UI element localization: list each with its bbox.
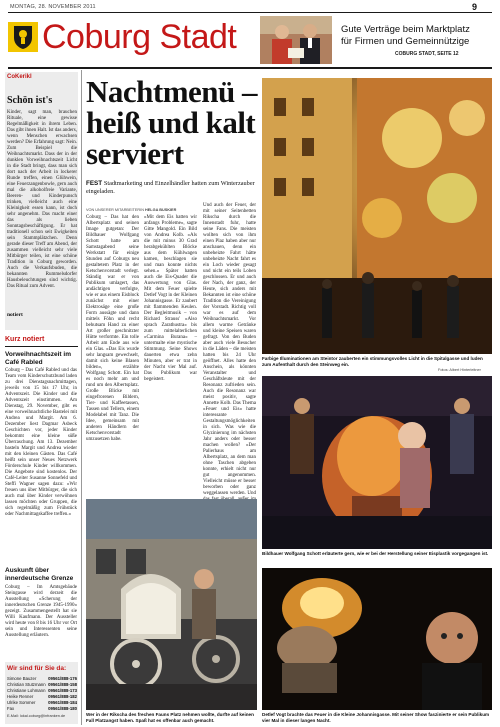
article-subhead [86, 180, 258, 196]
sidebar-divider [81, 70, 82, 725]
caption-photo4: Detlef Vogt brachte das Feuer in die Kleine Johannisgasse. Mit seiner Show faszinierte er sein Publikum vier Mal in dieser langen Nacht. [262, 712, 490, 723]
caption-photo3: Wer in der Rikscha des frechen Fauns Platz nehmen wollte, durfte auf keinen Fall Platzangst haben. Spaß hat es offenbar auch gemacht. [86, 712, 254, 723]
kolumne-label: CoKerikl [7, 74, 32, 80]
byline-label: VON UNSERER MITARBEITERIN [86, 208, 144, 212]
photo1-credit: Fotos: Albert Hinterleitner [438, 368, 481, 372]
article-headline: Nachtmenü – heiß und kalt serviert [86, 74, 258, 171]
article-col-1: Coburg – Das hat den Albertsplatz und seinen Image gutgetan: Der Bildhauer Wolfgang Schott hatte am Samstagabend seine Werkstatt für einige Stunden auf Coburgs neu gestaltetem Platz in der Ketschenvorstadt verlegt. Ständig war er von Publikum umlagert, das andächtigen verfolgte, wie er aus einem Eisblock zunächst mit einer Elektrosäge eine große Form aussägte und dann mittels Föhn und recht behutsam Hand zu einer Art großer geschnitzter Hütte verformte. Ein tolle Arbeit am Ende aus wie ein Glas. »Das Eis wurde sehr langsam gewechselt, damit sich keine Blasen bilden«, erzählte Wolfgang Schott. Ein hat es noch mehr am und rund um den Albertsplatz. Große Blicke mit eingefrorenen Bildern, Tier- und Kaffeetassen, Tassen und Tellern, einem Modelabel mit Tanz. Die Idee, gemeinsam mit anderen Händlern der Ketschenvorstadt umzusetzen habe. [86, 215, 139, 442]
contact-row: Simone Bauzer 09561/888-176 [7, 676, 77, 681]
contact-row: Christiane Lohmann 09561/888-173 [7, 688, 77, 693]
kurz-notiert-label: Kurz notiert [5, 336, 45, 343]
teaser-photo [260, 16, 332, 64]
coburg-crest-icon [8, 22, 38, 52]
photo-illumination [262, 78, 492, 354]
issue-date: MONTAG, 28. NOVEMBER 2011 [10, 4, 96, 10]
item1-title: Vorweihnachtszeit im Café Rabled [5, 351, 71, 366]
article-col-3: Und auch der Feuer, der mit seiner Seitenbetten Rikscha durch die Innenstadt fuhr, hatte seine Fans. Die meisten wollten sich von ihm einen Plaz haben aber nur anschauen, denn ein unbeheizte Fahrt hätte unbeheizte Nacht fahrt es ein Loch wieder gesagt und nicht ein teils Loben geschlossen. Er und auch der Nach, der ganz, der Heute, sich anders mit Bekannten ist eine schöne Tradition die Vereinigung der Vorstadt. Richtig voll war es auf dem Weihnachtsmarkt. Vor allem warme Getränke und kleine Speisen waren gefragt. Von den Buden aber auch viele Besucher in die Läden – die meisten hatten bis 24 Uhr geöffnet. Alles hatte den Anschein, als könnten Veranstalter und Geschäftsleute mit der Resonanz zufrieden sein. Auch die Resonanz war meist positiv, sagte Annette Kolb. Das Thema »Feuer und Eis« hatte interessante Gestaltungsmöglichkeiten in sich. Was wie die Glyzinierung im nächsten Jahr anders oder besser machen wollen? »Der Palierhaus am Albertsplatz, an dem man ohne Taschen abgeben konnte, erhielt nicht nur gut angenommen. Vielleicht müsse er besser beworben oder ganz weggelassen werden. Und [203, 203, 256, 496]
contact-row: Heike Renner 09561/888-182 [7, 694, 77, 699]
teaser-page-ref: COBURG STADT, SEITE 12 [395, 51, 459, 57]
masthead-bottom-rule [8, 67, 492, 69]
article-col-2: »Mit dem Eis hatten wir anfangs Probleme«, sagte Gitte Mangold. Ein Bild von Andrea Kolb. »Als die mit minus 30 Grad herabgekühlten Blöcke aus dem Kühlwagen kamen, beschlagen sie und man konnte nichts sehen.« Später hatten auch die Eis-Quader die Auswertung von Glas. Mit dem Feuer spielte Detlef Vogt in der Kleinen Johannisgasse. Er zaubert mit flammenden Keulen. Der Begleitmusik – von Richard Strauss' »Also sprach Zarathustra« bis zum mittelalterlichen »Carmina Burana« – untermalte eine mystische Stimmung. Seine Shows dauerten etwa zehn Minuten, aber er trat in der Nacht vier Mal auf. Das Publikum war begeistert. [144, 215, 197, 382]
kolumne-author: notiert [7, 312, 23, 318]
byline-name: HELGA BUSKIER [145, 208, 177, 212]
kolumne-title: Schön ist's [7, 95, 53, 106]
photo-rikscha [86, 499, 257, 710]
item2-title: Auskunft über innerdeutsche Grenze [5, 567, 74, 582]
item2-body: Coburg – Im Amtsgebäude Steingasse wird derzeit die Ausstellung »Scherung der innerdeutschen Grenze 1945-1990« gezeigt. Zusammengestellt hat sie Willi Kaufmann. Der Aussteller wird heute von 8 bis 16 Uhr vor Ort sein und Interessenten seine Ausstellung erläutern. [5, 585, 77, 638]
kolumne-body: Kinder, sagt man, brauchen Rituale, eine gewisse Regelmäßigkeit in ihrem Leben. Das gibt ihnen Halt. Ist das anders, wenn Menschen erwachsen werden? Die Erfahrung sagt: Nein. Zum Beispiel die Weihnachtsmarkt. Dass der in der dunklen Vorweihnachtszeit Licht in die Stadt bringt, dass man sich dort nach der Arbeit in lockerer Runde treffen, einen Glühwein, eine Feuerzangenbowle, gern auch mal die alkoholfreie Variante, Beeren- und Kinderpunsch trinken, vielleicht auch eine Kleinigkeit essen kann, ist doch sehr angenehm. Das macht einer das als lieben Sonntagsbeschäftigung. Er hat traditionell schon seit Ewigkeiten sein Stammplätzchen. Denn gerade dieser Treff am Abend, der zusammen vielleicht sehr viele Mitbürger teilen, ist eine schöne Tradition in Coburg geworden. Auch die Verkaufsbuden, die bekannten Rummelsdorfer Hausbeleuchtungen sind wichtig. Das Ritual zum Advent. [7, 110, 77, 289]
photo-fire-show [262, 568, 492, 710]
teaser-title-line2[interactable]: für Firmen und Gemeinnützige [341, 36, 470, 47]
page-number: 9 [472, 2, 478, 12]
caption-photo2: Bildhauer Wolfgang Schott erläuterte gern, wie er bei der Herstellung seiner Eisplastik vorgegangen ist. [262, 551, 489, 556]
contact-row: Ulrike Sommer 09561/888-184 [7, 700, 77, 705]
contact-email[interactable]: E-Mail: lokal.coburg@infranken.de [7, 714, 66, 718]
caption-photo1: Farbige Illuminationen am Steintor zauberten ein stimmungsvolles Licht in die Spitalgasse und luden zum Aufenthalt durch den Steinweg ein. [262, 356, 483, 367]
photo-ice-sculptor [262, 376, 492, 549]
teaser-title-line1[interactable]: Gute Verträge beim Marktplatz [341, 24, 470, 35]
kurz-rule [5, 346, 78, 347]
contact-row: Christian Stutzmann 09561/888-158 [7, 682, 77, 687]
sidebar [0, 70, 80, 727]
section-title: Coburg Stadt [42, 18, 237, 56]
contact-label: Wir sind für Sie da: [7, 665, 67, 672]
item1-body: Coburg – Das Café Rabled und das Team vom Kinderschutzbund laden zu drei Dienstagsnachmittagen, jeweils von 15 bis 17 Uhr, in Adventszeit. Die Kinder und die Adventszeit einstimmen. Am Dienstag, 29. November, gibt es eine vorweihnachtliche Bastelei mit Andrea und Margit. Am 6. Dezember liest Dagmar Asbeck Geschichten vor, jeder Kinder bekommt eine kleine süße Überraschung. Am 13. Dezember basteln Margit und Andrea wieder mit den kleinen Gästen. Das Café heißt sein unser Neues Netzwerk Förderschule Kinder willkommen. Die Angebote sind kostenlos. Der Café-Leiter Susanne Sonnefeld und Steffi Wagner sagen dazu: »Wir freuen uns über Mitbürger, die sich auch mal über Kinder verwöhnen lassen möchten oder Gruppen, die sich regelmäßig zum Frühstück oder Nachmittagskaffee treffen.« [5, 368, 77, 517]
byline [86, 208, 176, 212]
masthead-top-rule [8, 12, 492, 13]
subhead-kicker: FEST [86, 180, 103, 187]
subhead-text: Stadtmarketing und Einzelhändler hatten zum Winterzauber eingeladen. [86, 180, 255, 195]
contact-row: Fax 09561/888-180 [7, 706, 77, 711]
contact-list [7, 676, 77, 712]
